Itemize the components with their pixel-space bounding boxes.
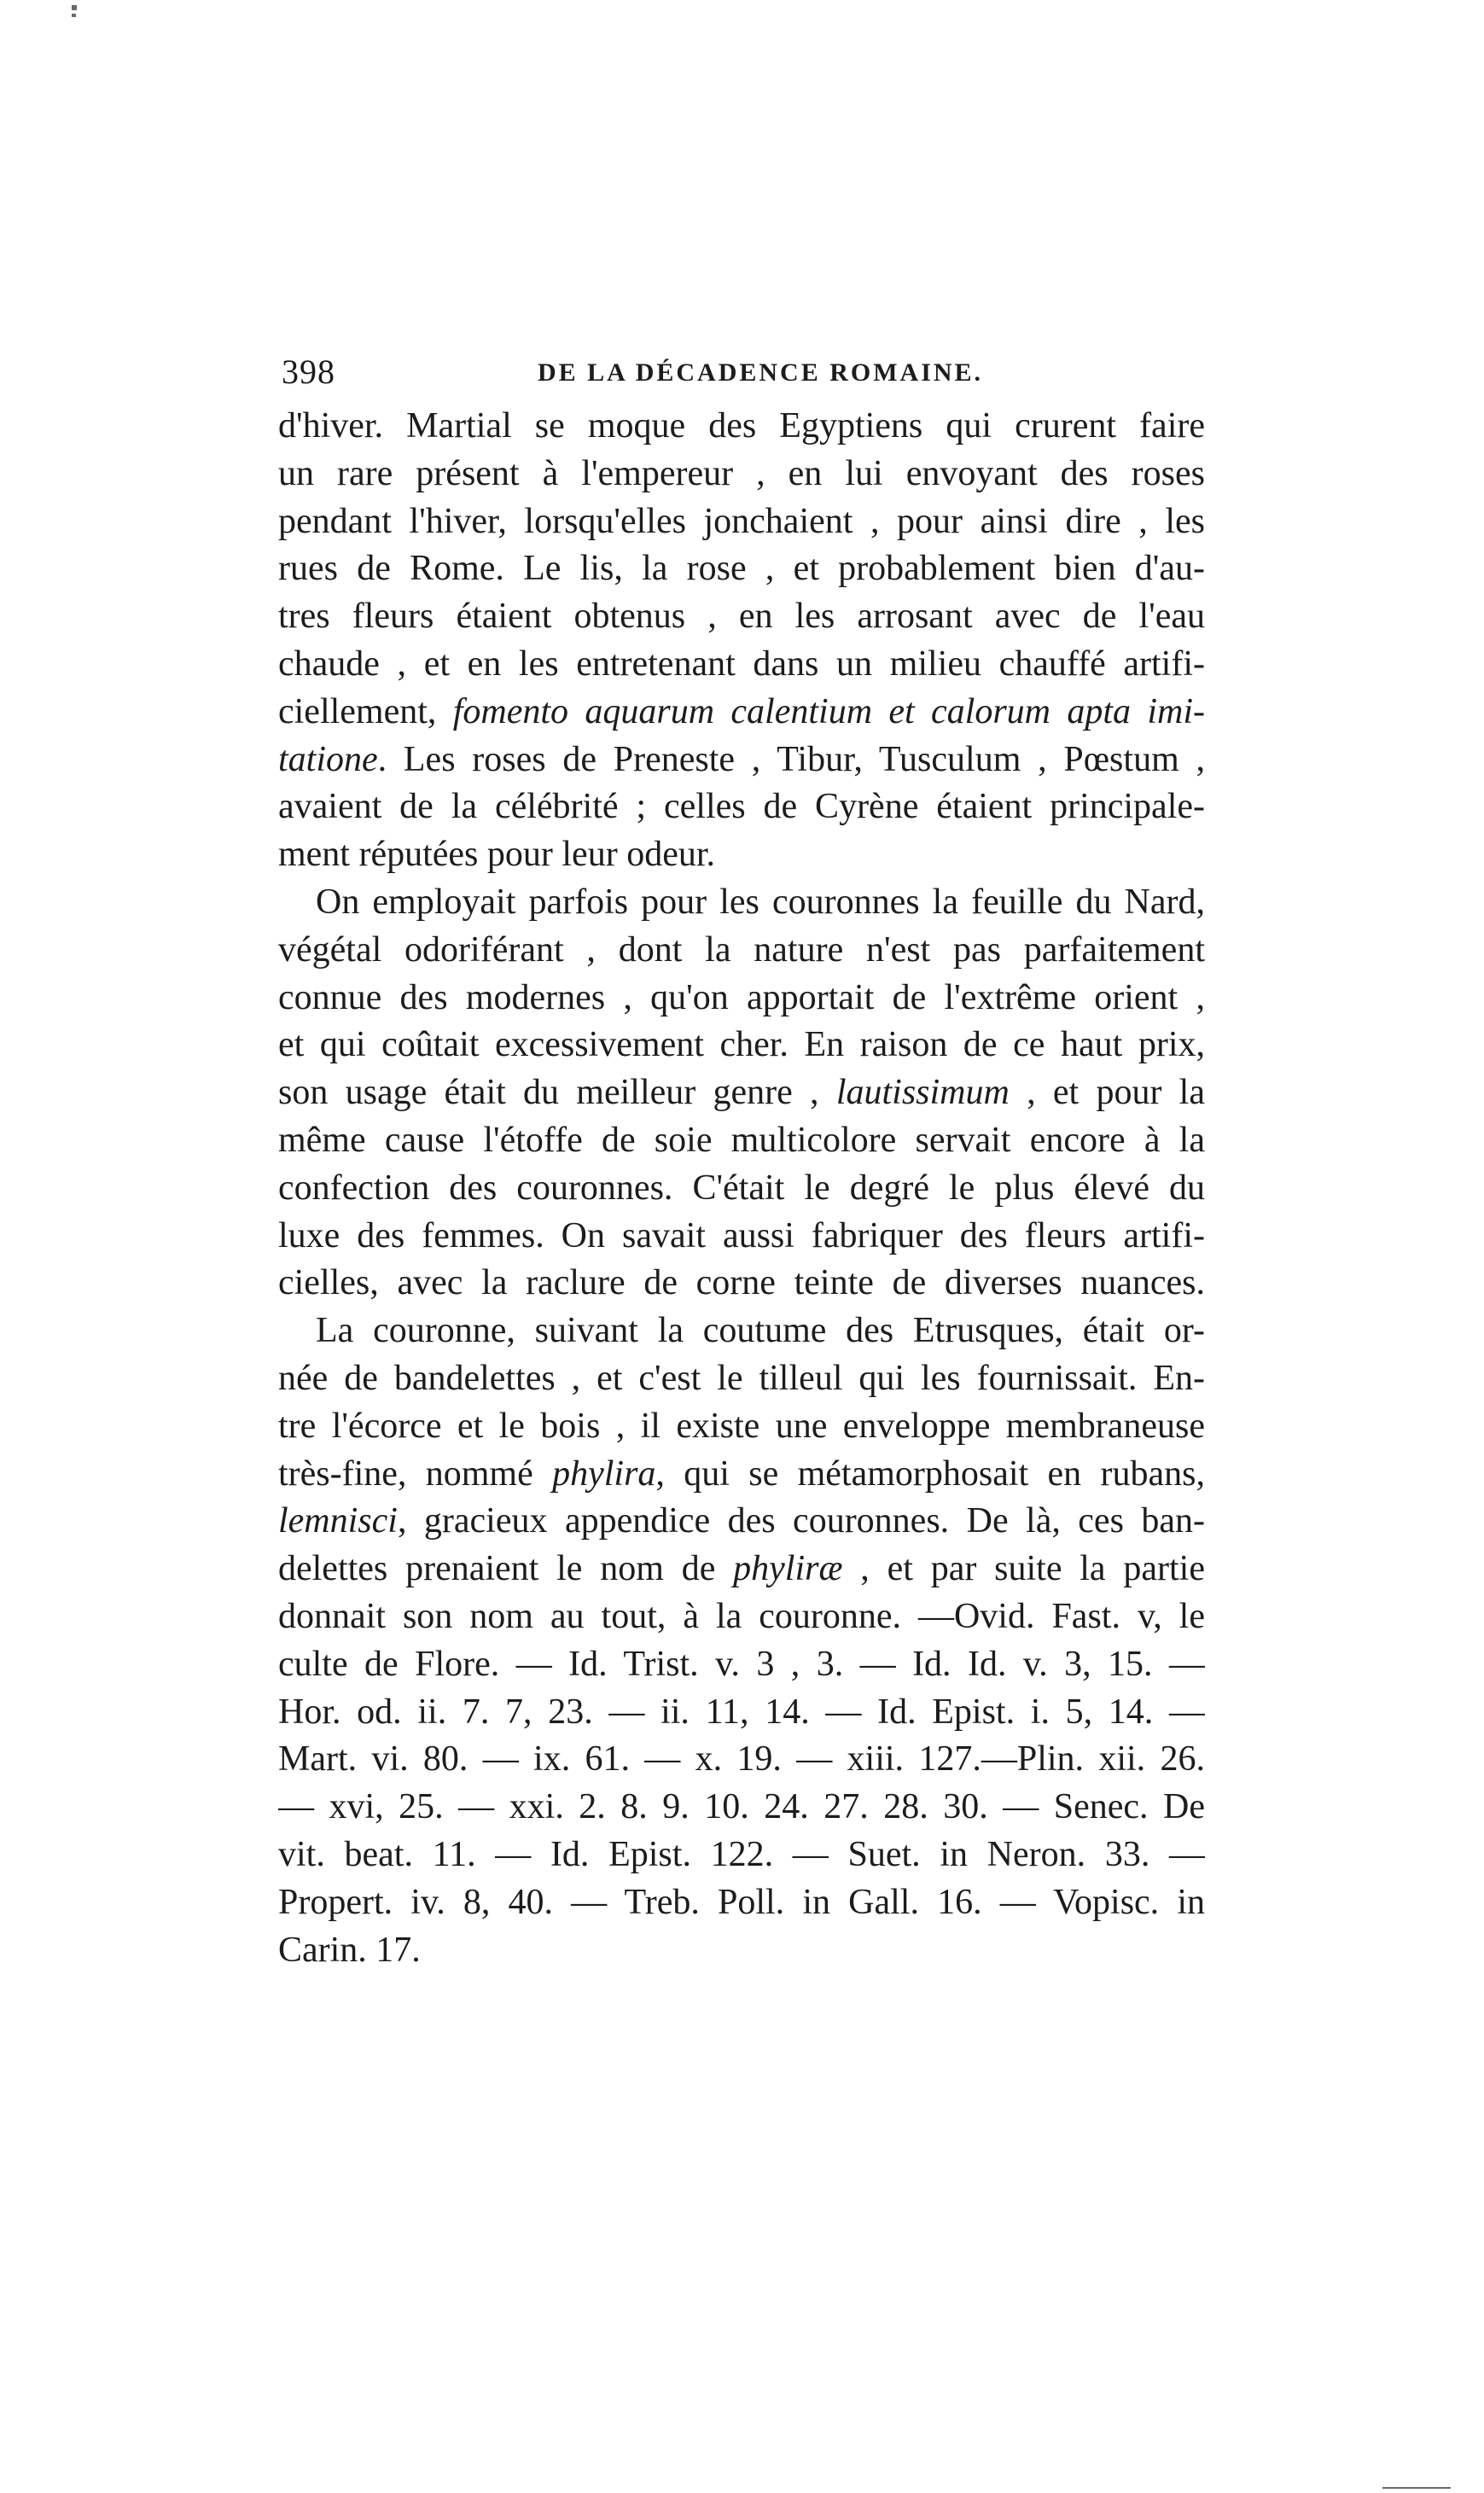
- paragraph-1: [278, 403, 1205, 879]
- text-line: Propert. iv. 8, 40. — Treb. Poll. in Gall. 16. — Vopisc. in: [278, 1882, 1205, 1922]
- text-line: cielles, avec la raclure de corne teinte de diverses nuances.: [278, 1263, 1205, 1303]
- text-line: et qui coûtait excessivement cher. En raison de ce haut prix,: [278, 1025, 1205, 1065]
- text-line: culte de Flore. — Id. Trist. v. 3 , 3. — Id. Id. v. 3, 15. —: [278, 1644, 1205, 1684]
- text-line: pendant l'hiver, lorsqu'elles jonchaient , pour ainsi dire , les: [278, 501, 1205, 541]
- text-line: confection des couronnes. C'était le degré le plus élevé du: [278, 1168, 1205, 1208]
- page-header: [282, 352, 1203, 403]
- scan-speck: [72, 5, 77, 10]
- text-line: née de bandelettes , et c'est le tilleul qui les fournissait. En-: [278, 1358, 1205, 1398]
- text-line: connue des modernes , qu'on apportait de l'extrême orient ,: [278, 977, 1205, 1017]
- text-line: ment réputées pour leur odeur.: [278, 835, 715, 875]
- text-line: tatione. Les roses de Preneste , Tibur, Tusculum , Pœstum ,: [278, 739, 1205, 779]
- paragraph-3: [278, 1308, 1205, 1974]
- text-line: tre l'écorce et le bois , il existe une enveloppe membraneuse: [278, 1406, 1205, 1446]
- text-line: avaient de la célébrité ; celles de Cyrène étaient principale-: [278, 787, 1205, 827]
- text-line: vit. beat. 11. — Id. Epist. 122. — Suet. in Neron. 33. —: [278, 1834, 1205, 1874]
- scan-speck: [72, 14, 76, 17]
- text-line: Carin. 17.: [278, 1930, 421, 1970]
- text-line: Hor. od. ii. 7. 7, 23. — ii. 11, 14. — Id. Epist. i. 5, 14. —: [278, 1692, 1205, 1732]
- text-line: très-fine, nommé phylira, qui se métamorphosait en rubans,: [278, 1453, 1205, 1494]
- text-line: La couronne, suivant la coutume des Etrusques, était or-: [316, 1311, 1205, 1351]
- text-line: un rare présent à l'empereur , en lui envoyant des roses: [278, 453, 1205, 493]
- text-line: delettes prenaient le nom de phyliræ , et par suite la partie: [278, 1549, 1205, 1589]
- text-line: lemnisci, gracieux appendice des couronnes. De là, ces ban-: [278, 1501, 1205, 1541]
- text-line: chaude , et en les entretenant dans un milieu chauffé artifi-: [278, 644, 1205, 684]
- text-line: d'hiver. Martial se moque des Egyptiens qui crurent faire: [278, 406, 1205, 446]
- text-line: Mart. vi. 80. — ix. 61. — x. 19. — xiii. 127.—Plin. xii. 26.: [278, 1739, 1205, 1779]
- text-line: ciellement, fomento aquarum calentium et calorum apta imi-: [278, 691, 1205, 731]
- text-line: tres fleurs étaient obtenus , en les arrosant avec de l'eau: [278, 597, 1205, 637]
- running-title: DE LA DÉCADENCE ROMAINE.: [538, 358, 984, 387]
- text-line: végétal odoriférant , dont la nature n'est pas parfaitement: [278, 929, 1205, 970]
- text-line: donnait son nom au tout, à la couronne. —Ovid. Fast. v, le: [278, 1596, 1205, 1636]
- scan-speck: [1382, 2487, 1451, 2489]
- text-line: rues de Rome. Le lis, la rose , et probablement bien d'au-: [278, 549, 1205, 589]
- text-line: — xvi, 25. — xxi. 2. 8. 9. 10. 24. 27. 28. 30. — Senec. De: [278, 1787, 1205, 1827]
- text-line: même cause l'étoffe de soie multicolore servait encore à la: [278, 1120, 1205, 1160]
- page-body: [278, 403, 1205, 1974]
- text-line: luxe des femmes. On savait aussi fabriquer des fleurs artifi-: [278, 1215, 1205, 1255]
- paragraph-2: [278, 879, 1205, 1308]
- text-line: On employait parfois pour les couronnes la feuille du Nard,: [316, 882, 1205, 922]
- page-number: 398: [282, 352, 335, 391]
- text-line: son usage était du meilleur genre , lautissimum , et pour la: [278, 1073, 1205, 1113]
